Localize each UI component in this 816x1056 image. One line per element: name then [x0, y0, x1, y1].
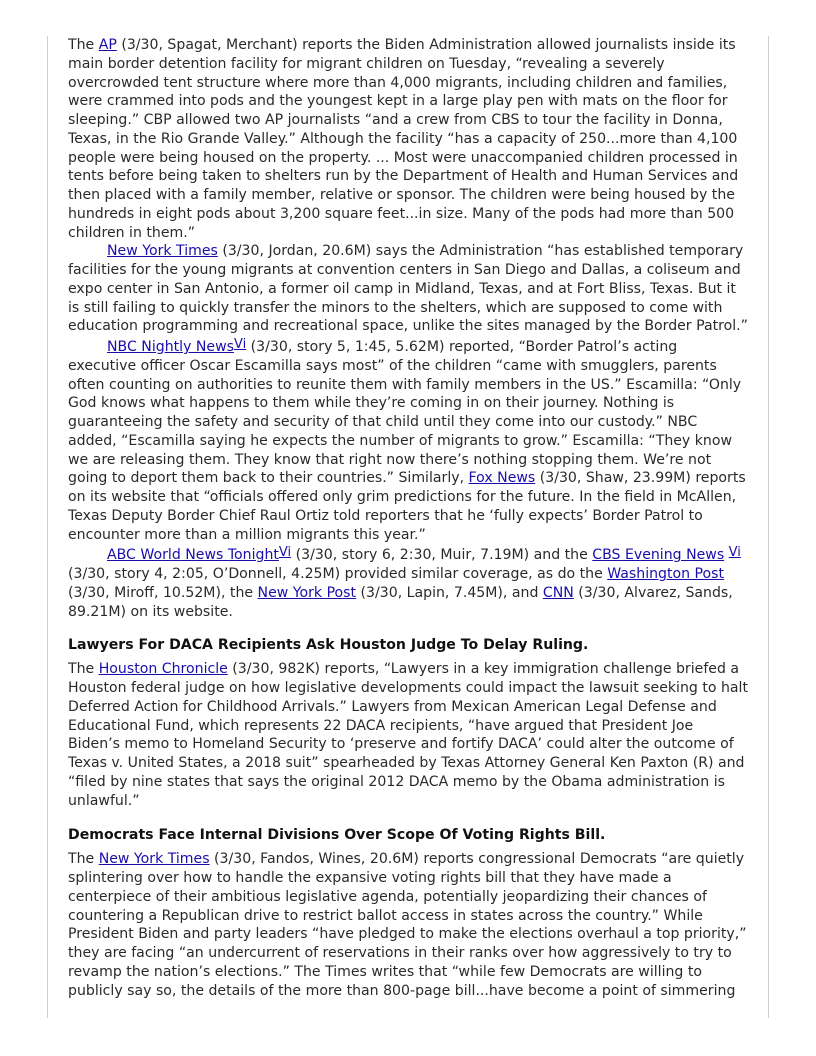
left-margin-rule [47, 36, 48, 1018]
headline-voting-rights: Democrats Face Internal Divisions Over Scope Of Voting Rights Bill. [68, 827, 606, 844]
right-margin-rule [768, 36, 769, 1018]
source-link-ap[interactable]: AP [98, 37, 117, 53]
source-link-houston-chronicle[interactable]: Houston Chronicle [98, 661, 228, 678]
source-link-abc[interactable]: ABC World News Tonight [107, 547, 279, 564]
source-link-cbs[interactable]: CBS Evening News [592, 547, 725, 564]
paragraph-voting-rights: The New York Times (3/30, Fandos, Wines, 20.6M) reports congressional Democrats “are quietly splintering over how to handle the expansive voting rights bill that they have made a centerpiece of their ambitious legislative agenda, potentially jeopardizing their chances of countering a Republican drive to restrict ballot access in states across the country.” While President Biden and party leaders “have pledged to make the elections overhaul a top priority,” they are facing “an undercurrent of reservations in their ranks over how aggressively to try to revamp the nation’s elections.” The Times writes that “while few Democrats are willing to publicly say so, the details of the more than 800-page bill...have become a point of simmering [68, 851, 747, 999]
video-icon-nbc[interactable]: Vi [233, 337, 247, 352]
source-link-nyt-voting[interactable]: New York Times [98, 851, 210, 868]
video-icon-cbs[interactable]: Vi [728, 545, 741, 561]
source-link-wapo[interactable]: Washington Post [607, 566, 725, 582]
source-link-nbc[interactable]: NBC Nightly News [107, 339, 234, 355]
paragraph-houston: The Houston Chronicle (3/30, 982K) reports, “Lawyers in a key immigration challenge briefed a Houston federal judge on how legislative developments could impact the lawsuit seeking to halt Deferred Action for Childhood Arrivals.” Lawyers from Mexican American Legal Defense and Educational Fund, which represents 22 DACA recipients, “have argued that President Joe Biden’s memo to Homeland Security to ‘preserve and fortify DACA’ could alter the outcome of Texas v. United States, a 2018 suit” spearheaded by Texas Attorney General Ken Paxton (R) and “filed by nine states that says the original 2012 DACA memo by the Obama administration is unlawful.” [68, 661, 748, 809]
video-icon-abc[interactable]: Vi [278, 545, 292, 561]
article-body [68, 36, 748, 1000]
headline-daca: Lawyers For DACA Recipients Ask Houston Judge To Delay Ruling. [68, 637, 589, 654]
source-link-nyt[interactable]: New York Times [107, 243, 218, 260]
paragraph-ap: The AP (3/30, Spagat, Merchant) reports the Biden Administration allowed journalists inside its main border detention facility for migrant children on Tuesday, “revealing a severely overcrowded tent structure where more than 4,000 migrants, including children and families, were crammed into pods and the youngest kept in a large play pen with mats on the floor for sleeping.” CBP allowed two AP journalists “and a crew from CBS to tour the facility in Donna, Texas, in the Rio Grande Valley.” Although the facility “has a capacity of 250...more than 4,100 people were being housed on the property. ... Most were unaccompanied children processed in tents before being taken to shelters run by the Department of Health and Human Services and then placed with a family member, relative or sponsor. The children were being housed by the hundreds in eight pods about 3,200 square feet...in size. Many of the pods had more than 500 children in them.” [68, 37, 739, 241]
paragraph-nbc: NBC Nightly NewsVi (3/30, story 5, 1:45, 5.62M) reported, “Border Patrol’s acting executive officer Oscar Escamilla says most” of the children “came with smugglers, parents often counting on authorities to reunite them with family members in the US.” Escamilla: “Only God knows what happens to them while they’re coming in on their journey. Nothing is guaranteeing the safety and security of that child until they come into our custody.” NBC added, “Escamilla saying he expects the number of migrants to grow.” Escamilla: “They know we are releasing them. They know that right now there’s nothing stopping them. We’re not going to deport them back to their countries.” Similarly, Fox News (3/30, Shaw, 23.99M) reports on its website that “officials offered only grim predictions for the future. In the field in McAllen, Texas Deputy Border Chief Raul Ortiz told reporters that he ‘fully expects’ Border Patrol to encounter more than a million migrants this year.” [68, 337, 746, 543]
source-link-nypost[interactable]: New York Post [257, 584, 357, 601]
paragraph-similar-coverage: ABC World News TonightVi (3/30, story 6, 2:30, Muir, 7.19M) and the CBS Evening News Vi (3/30, story 4, 2:05, O’Donnell, 4.25M) provided similar coverage, as do the Washington Post (3/30, Miroff, 10.52M), the New York Post (3/30, Lapin, 7.45M), and CNN (3/30, Alvarez, Sands, 89.21M) on its website. [68, 545, 741, 620]
source-link-fox[interactable]: Fox News [468, 470, 536, 487]
source-link-cnn[interactable]: CNN [542, 584, 574, 601]
paragraph-nyt: New York Times (3/30, Jordan, 20.6M) says the Administration “has established temporary facilities for the young migrants at convention centers in San Diego and Dallas, a coliseum and expo center in San Antonio, a former oil camp in Midland, Texas, and at Fort Bliss, Texas. But it is still failing to quickly transfer the minors to the shelters, which are supposed to come with education programming and recreational space, unlike the sites managed by the Border Patrol.” [68, 243, 748, 335]
